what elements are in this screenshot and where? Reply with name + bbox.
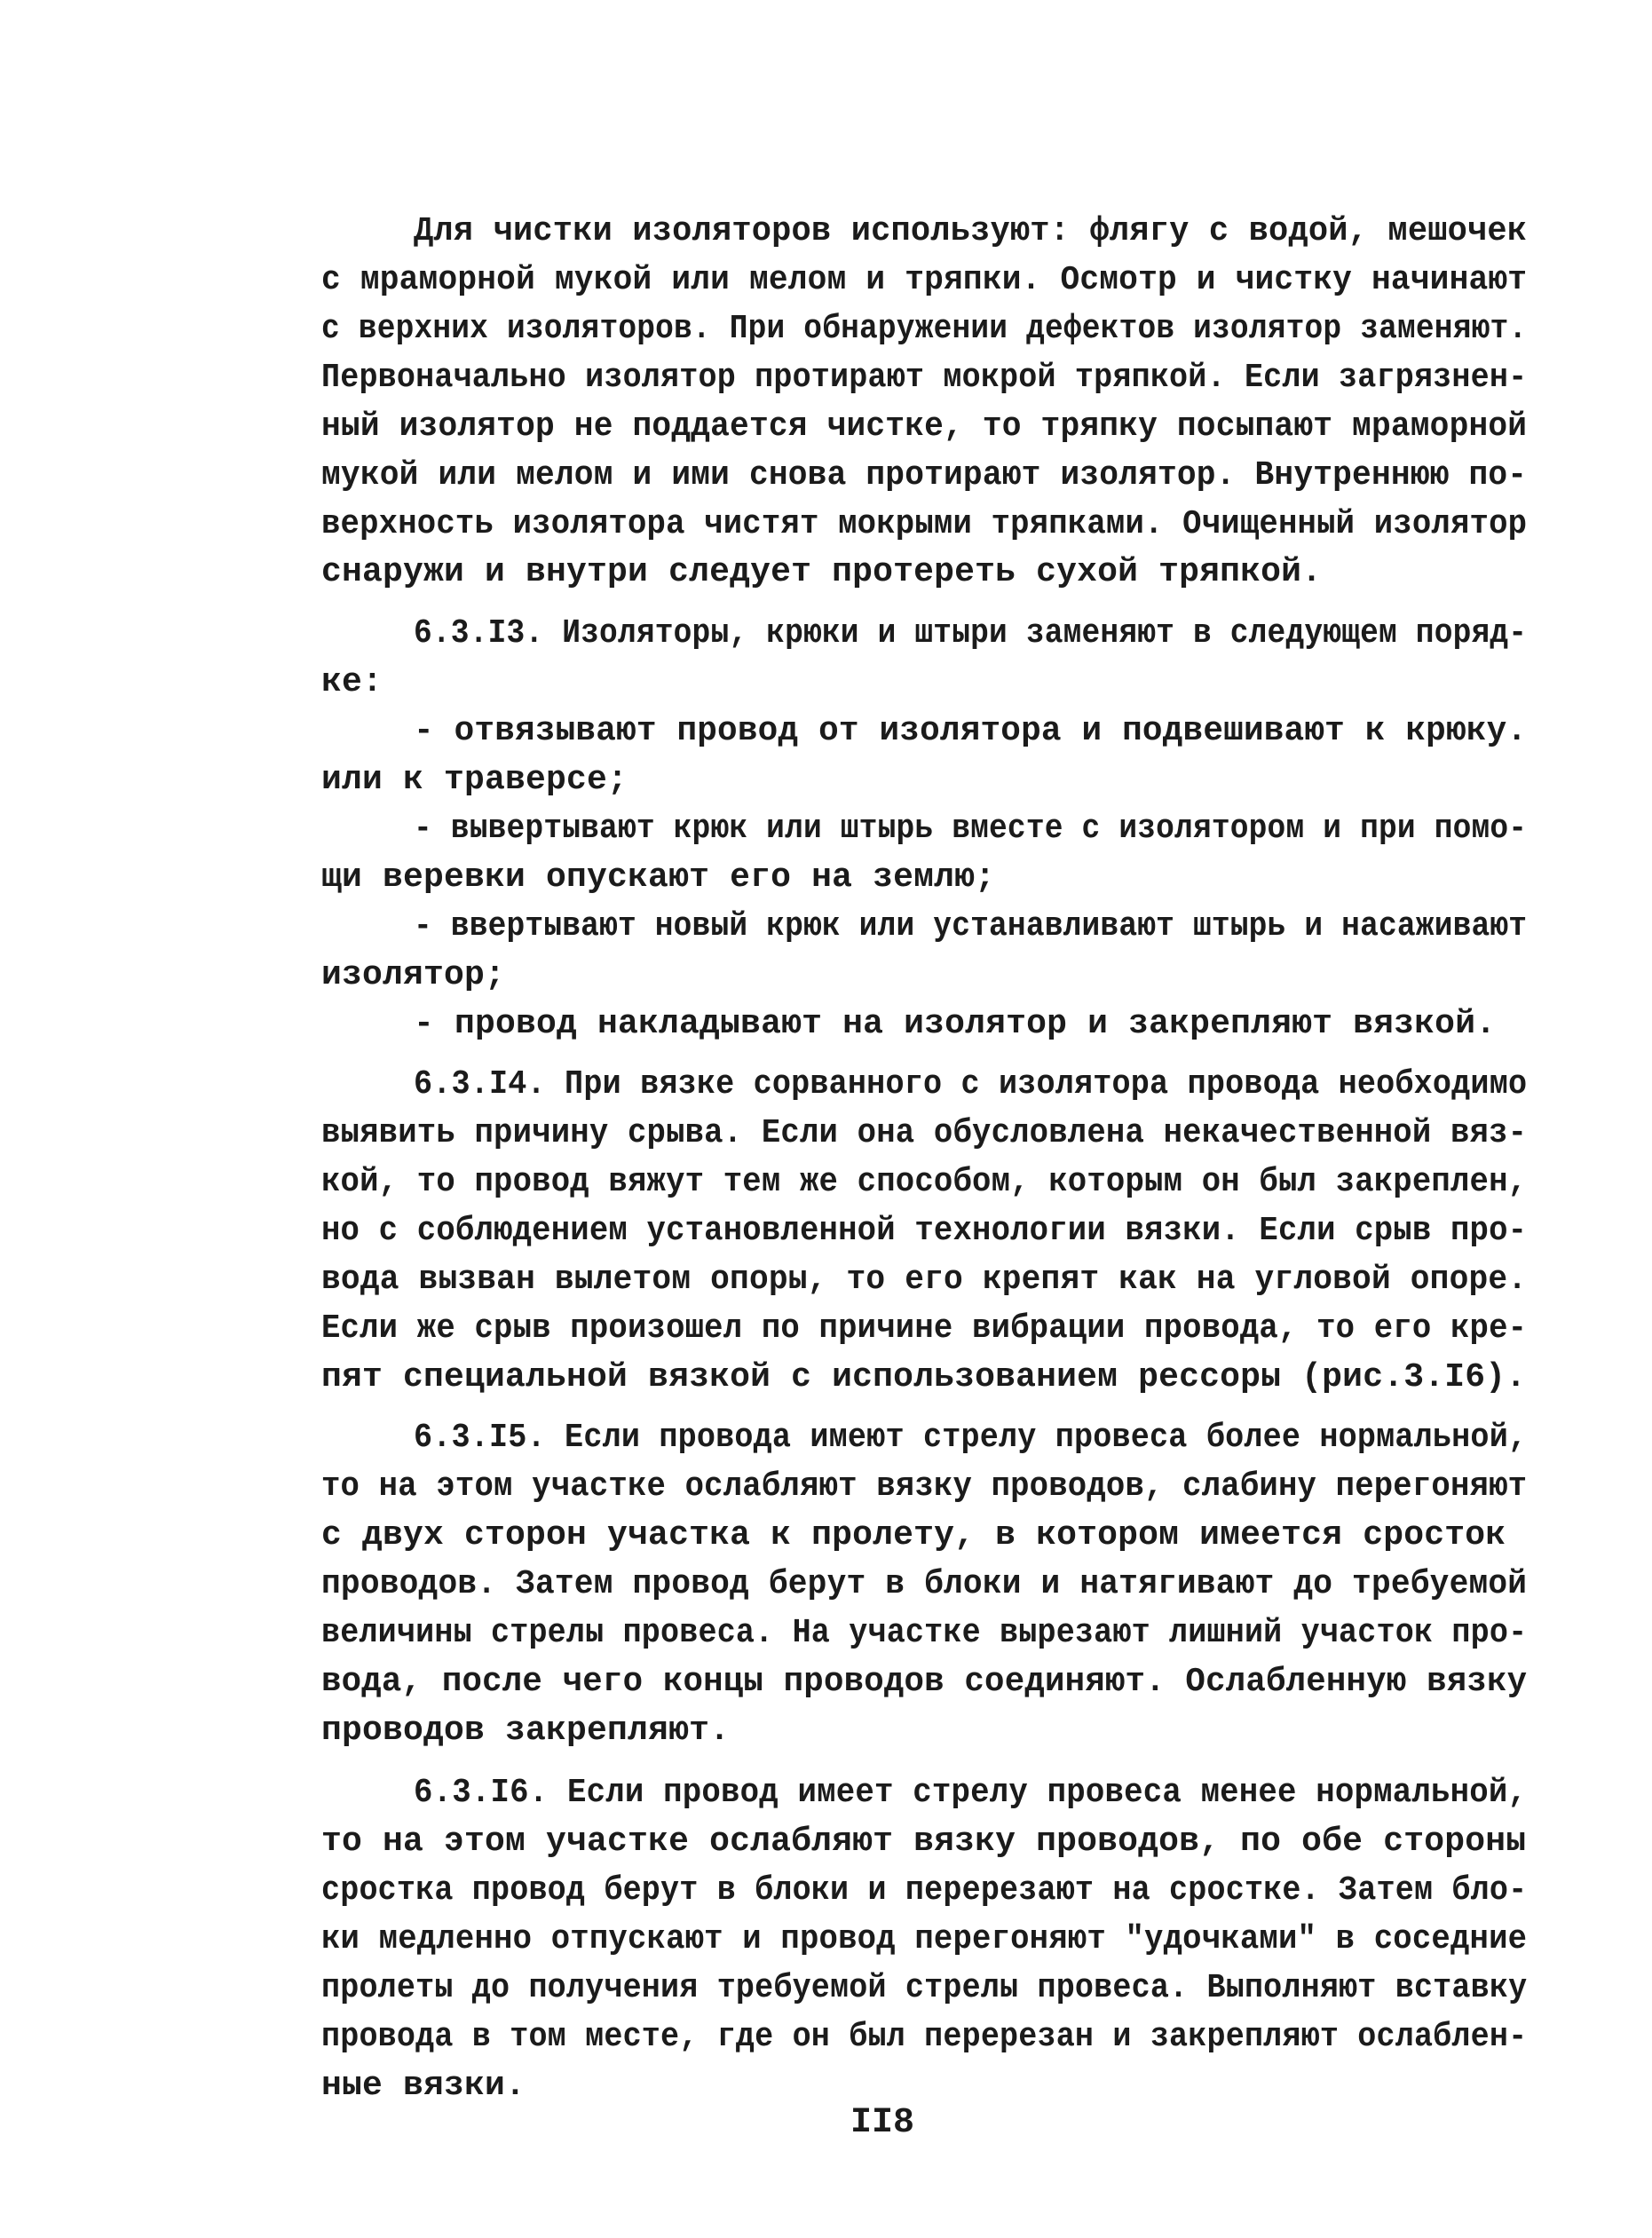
page-number: II8 xyxy=(850,2103,915,2143)
text-line: величины стрелы провеса. На участке вырезают лишний участок про- xyxy=(321,1614,1528,1652)
text-line: ки медленно отпускают и провод перегоняют "удочками" в соседние xyxy=(321,1920,1528,1958)
text-line: изолятор; xyxy=(321,956,506,994)
text-line: ке: xyxy=(321,663,383,701)
text-line: сростка провод берут в блоки и перерезают на сростке. Затем бло- xyxy=(321,1871,1528,1910)
list-item-line: - отвязывают провод от изолятора и подвешивают к крюку. xyxy=(414,712,1528,750)
text-line: или к траверсе; xyxy=(321,761,628,799)
text-line: Для чистки изоляторов используют: флягу с водой, мешочек xyxy=(414,212,1528,250)
text-line: то на этом участке ослабляют вязку проводов, по обе стороны xyxy=(321,1823,1527,1861)
text-line: проводов. Затем провод берут в блоки и натягивают до требуемой xyxy=(321,1565,1528,1603)
list-item-line: - ввертывают новый крюк или устанавливают штырь и насаживают xyxy=(414,907,1528,945)
text-line: с двух сторон участка к пролету, в котором имеется сросток xyxy=(321,1516,1506,1554)
text-line: провода в том месте, где он был перерезан и закрепляют ослаблен- xyxy=(321,2018,1528,2056)
list-item-line: - провод накладывают на изолятор и закрепляют вязкой. xyxy=(414,1005,1497,1043)
section-heading-line: 6.3.I4. При вязке сорванного с изолятора провода необходимо xyxy=(414,1065,1528,1103)
list-item-line: - вывертывают крюк или штырь вместе с изолятором и при помо- xyxy=(414,810,1528,848)
text-line: но с соблюдением установленной технологии вязки. Если срыв про- xyxy=(321,1212,1528,1250)
text-line: ные вязки. xyxy=(321,2067,526,2105)
text-line: мукой или мелом и ими снова протирают изолятор. Внутреннюю по- xyxy=(321,456,1528,494)
text-line: верхность изолятора чистят мокрыми тряпками. Очищенный изолятор xyxy=(321,505,1528,543)
text-line: проводов закрепляют. xyxy=(321,1712,731,1750)
text-line: кой, то провод вяжут тем же способом, которым он был закреплен, xyxy=(321,1163,1528,1201)
text-line: вода вызван вылетом опоры, то его крепят как на угловой опоре. xyxy=(321,1261,1528,1299)
text-line: ный изолятор не поддается чистке, то тряпку посыпают мраморной xyxy=(321,407,1528,446)
section-heading-line: 6.3.I5. Если провода имеют стрелу провеса более нормальной, xyxy=(414,1419,1528,1457)
text-line: пролеты до получения требуемой стрелы провеса. Выполняют вставку xyxy=(321,1969,1528,2007)
text-line: щи веревки опускают его на землю; xyxy=(321,858,996,897)
text-line: Если же срыв произошел по причине вибрации провода, то его кре- xyxy=(321,1309,1528,1348)
text-line: выявить причину срыва. Если она обусловлена некачественной вяз- xyxy=(321,1114,1528,1152)
text-line: с мраморной мукой или мелом и тряпки. Осмотр и чистку начинают xyxy=(321,261,1528,299)
section-heading-line: 6.3.I3. Изоляторы, крюки и штыри заменяют в следующем поряд- xyxy=(414,614,1528,652)
text-line: пят специальной вязкой с использованием рессоры (рис.3.I6). xyxy=(321,1358,1527,1396)
text-line: вода, после чего концы проводов соединяют. Ослабленную вязку xyxy=(321,1663,1528,1701)
text-line: Первоначально изолятор протирают мокрой тряпкой. Если загрязнен- xyxy=(321,359,1528,397)
section-heading-line: 6.3.I6. Если провод имеет стрелу провеса менее нормальной, xyxy=(414,1774,1528,1812)
text-line: то на этом участке ослабляют вязку проводов, слабину перегоняют xyxy=(321,1467,1528,1506)
text-line: с верхних изоляторов. При обнаружении дефектов изолятор заменяют. xyxy=(321,310,1528,348)
text-line: снаружи и внутри следует протереть сухой тряпкой. xyxy=(321,553,1323,591)
